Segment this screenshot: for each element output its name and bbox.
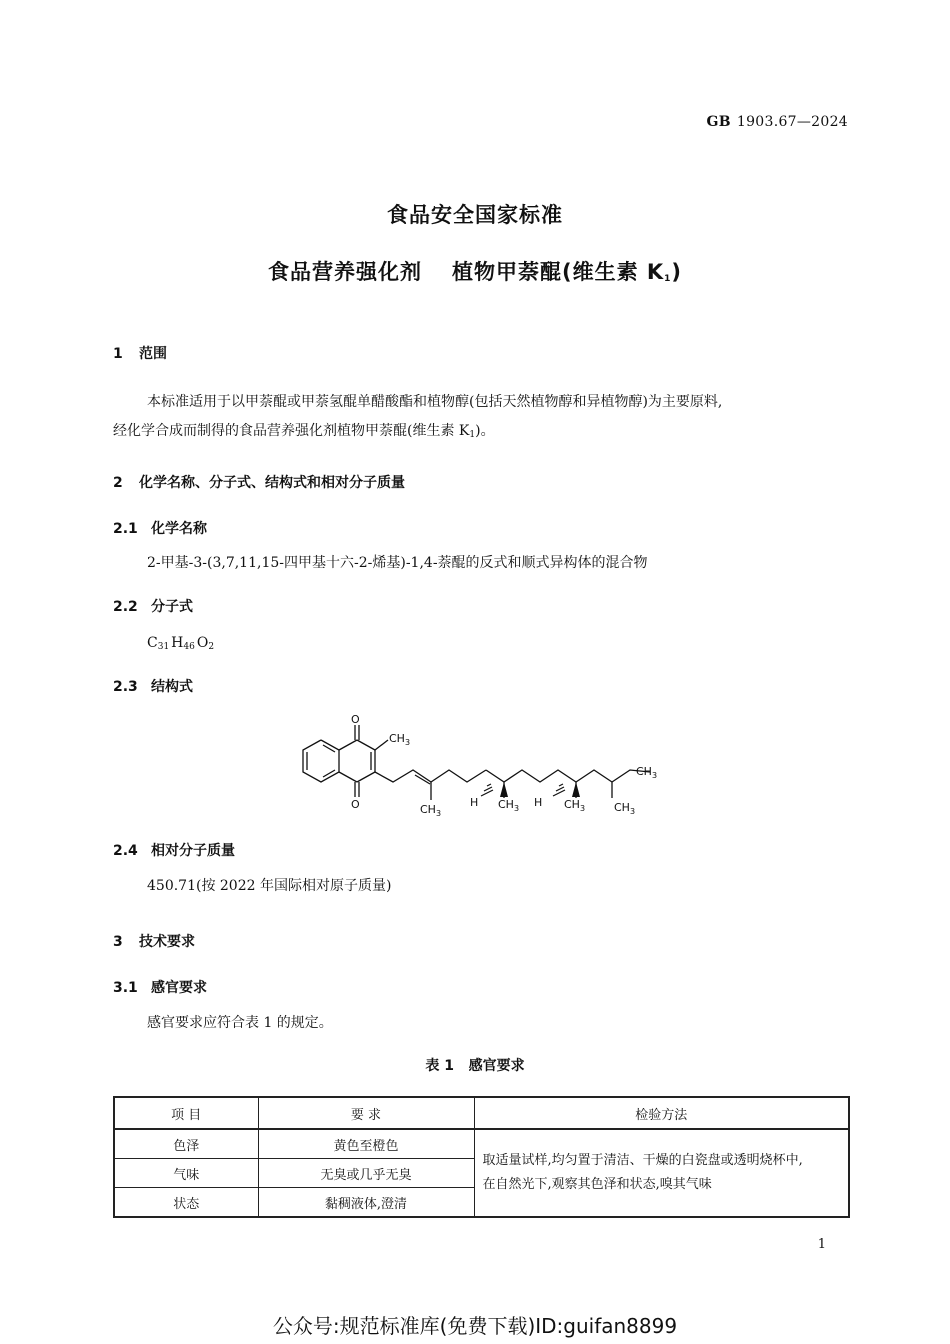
section-number: 2.3	[113, 679, 138, 695]
table-caption: 表 1 感官要求	[425, 1058, 525, 1074]
formula-h: H	[171, 635, 184, 651]
method-line-1: 取适量试样,均匀置于清洁、干燥的白瓷盘或透明烧杯中,	[482, 1153, 803, 1168]
table-cell-method	[474, 1129, 849, 1217]
document-title: 食品安全国家标准	[387, 203, 563, 227]
table-cell-requirement: 黏稠液体,澄清	[258, 1188, 474, 1218]
paragraph-line-1: 本标准适用于以甲萘醌或甲萘氢醌单醋酸酯和植物醇(包括天然植物醇和异植物醇)为主要原料,	[147, 394, 723, 410]
table-header-cell: 项 目	[114, 1097, 258, 1129]
chemical-name: 2-甲基-3-(3,7,11,15-四甲基十六-2-烯基)-1,4-萘醌的反式和顺式异构体的混合物	[147, 555, 648, 571]
table-header-cell: 要 求	[258, 1097, 474, 1129]
formula-h-count: 46	[183, 642, 195, 652]
section-title: 化学名称	[151, 521, 207, 537]
paragraph-line-2-end: )。	[475, 423, 495, 439]
formula-o-count: 2	[208, 642, 215, 652]
section-number: 2	[113, 475, 123, 491]
footer-watermark: 公众号:规范标准库(免费下载)ID:guifan8899	[272, 1314, 678, 1338]
table-header-cell: 检验方法	[474, 1097, 849, 1129]
method-line-2: 在自然光下,观察其色泽和状态,嗅其气味	[482, 1177, 712, 1192]
subtitle-end: )	[671, 260, 683, 284]
formula-c-count: 31	[157, 642, 170, 652]
methyl-label-ring: $CH_3$	[389, 732, 411, 747]
section-title: 感官要求	[151, 980, 207, 996]
table-cell-requirement: 黄色至橙色	[258, 1129, 474, 1159]
section-title: 结构式	[151, 679, 193, 695]
section-number: 3.1	[113, 980, 138, 996]
section-3-1-heading	[113, 977, 207, 997]
section-title: 分子式	[151, 599, 193, 615]
oxygen-bottom-label: O	[351, 798, 360, 811]
section-2-4-heading	[113, 840, 235, 860]
subtitle-part-2: 植物甲萘醌(维生素 K	[451, 260, 665, 284]
oxygen-top-label: O	[351, 713, 360, 726]
table-cell-item: 状态	[114, 1188, 258, 1218]
subtitle-subscript: 1	[664, 274, 672, 284]
section-3-1-paragraph: 感官要求应符合表 1 的规定。	[147, 1015, 333, 1031]
section-title: 范围	[139, 346, 167, 362]
methyl-label-5: $CH_3$	[636, 765, 658, 780]
section-number: 1	[113, 346, 123, 362]
methyl-label-1: $CH_3$	[420, 803, 442, 818]
section-number: 2.4	[113, 843, 138, 859]
formula-c: C	[147, 635, 158, 651]
table-cell-item: 色泽	[114, 1129, 258, 1159]
table-row	[114, 1129, 849, 1159]
section-title: 化学名称、分子式、结构式和相对分子质量	[139, 475, 405, 491]
hydrogen-label-1: H	[470, 796, 479, 809]
table-header-row	[114, 1097, 849, 1129]
standard-code: 1903.67—2024	[736, 114, 848, 130]
methyl-label-4: $CH_3$	[614, 801, 636, 816]
page-number: 1	[817, 1237, 826, 1252]
section-3-heading	[113, 931, 195, 951]
sensory-requirements-table	[113, 1096, 850, 1218]
subtitle-part-1: 食品营养强化剂	[267, 260, 422, 284]
formula-o: O	[196, 635, 209, 651]
section-title: 技术要求	[139, 934, 195, 950]
section-title: 相对分子质量	[151, 843, 235, 859]
table-cell-item: 气味	[114, 1159, 258, 1188]
paragraph-subscript: 1	[469, 430, 476, 440]
molecular-mass: 450.71(按 2022 年国际相对原子质量)	[147, 878, 392, 894]
paragraph-line-2-text: 经化学合成而制得的食品营养强化剂植物甲萘醌(维生素 K	[113, 423, 470, 439]
table-cell-requirement: 无臭或几乎无臭	[258, 1159, 474, 1188]
section-number: 2.2	[113, 599, 138, 615]
section-number: 3	[113, 934, 123, 950]
methyl-label-3: $CH_3$	[564, 798, 586, 813]
hydrogen-label-2: H	[534, 796, 543, 809]
methyl-label-2: $CH_3$	[498, 798, 520, 813]
section-number: 2.1	[113, 521, 138, 537]
standard-prefix: GB	[706, 114, 731, 130]
